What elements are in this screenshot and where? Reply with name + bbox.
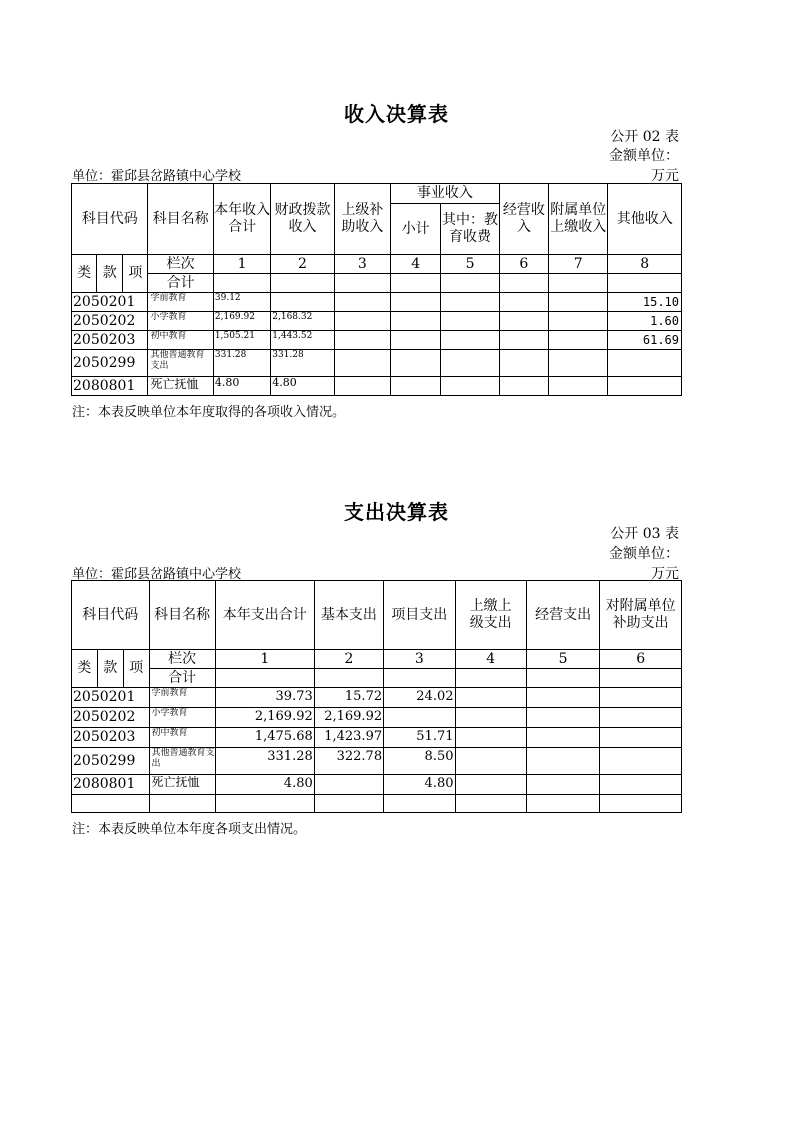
income-header-affiliated: 附属单位上缴收入 — [549, 184, 608, 255]
income-header-operating: 经营收入 — [499, 184, 548, 255]
expense-header-kuan: 款 — [97, 650, 124, 688]
expense-col-num: 6 — [600, 650, 682, 669]
expense-header-lei: 类 — [72, 650, 98, 688]
income-col-num: 1 — [213, 255, 270, 274]
expense-table — [71, 580, 682, 813]
expense-row-total: 39.73 — [215, 688, 314, 708]
income-row-other: 1.60 — [608, 312, 682, 331]
expense-header-basic: 基本支出 — [314, 581, 383, 650]
expense-row-basic — [314, 775, 383, 795]
expense-unit-value: 万元 — [651, 566, 679, 582]
expense-org: 单位：霍邱县岔路镇中心学校 — [72, 567, 242, 582]
income-row-fiscal: 4.80 — [271, 377, 334, 396]
income-col-num: 4 — [391, 255, 441, 274]
expense-header-lanci: 栏次 — [149, 650, 215, 669]
expense-col-num: 5 — [526, 650, 599, 669]
income-row-other: 61.69 — [608, 331, 682, 350]
income-header-kuan: 款 — [97, 255, 123, 293]
income-header-code: 科目代码 — [72, 184, 148, 255]
income-col-num: 7 — [549, 255, 608, 274]
expense-title: 支出决算表 — [344, 500, 449, 524]
income-row-name: 死亡抚恤 — [148, 377, 213, 396]
expense-header-operating: 经营支出 — [526, 581, 599, 650]
income-col-num: 6 — [499, 255, 548, 274]
income-header-edu-fee: 其中：教育收费 — [441, 204, 499, 255]
income-header-total: 本年收入合计 — [213, 184, 270, 255]
income-header-name: 科目名称 — [148, 184, 213, 255]
expense-form-no: 公开 03 表 — [610, 526, 679, 542]
income-header-xiang: 项 — [123, 255, 148, 293]
expense-row-code: 2050201 — [72, 688, 150, 708]
income-row-total: 331.28 — [213, 350, 270, 377]
table-row — [72, 331, 682, 350]
table-row — [72, 688, 682, 708]
expense-row-code: 2080801 — [72, 775, 150, 795]
expense-row-total: 4.80 — [215, 775, 314, 795]
table-row — [72, 728, 682, 748]
table-row — [72, 708, 682, 728]
expense-col-num: 2 — [314, 650, 383, 669]
income-header-heji: 合计 — [148, 274, 213, 293]
income-row-other: 15.10 — [608, 293, 682, 312]
income-row-fiscal: 1,443.52 — [271, 331, 334, 350]
table-row — [72, 350, 682, 377]
table-row — [72, 775, 682, 795]
expense-header-heji: 合计 — [149, 669, 215, 688]
expense-header-name: 科目名称 — [149, 581, 215, 650]
expense-row-name: 小学教育 — [149, 708, 215, 728]
expense-row-name: 其他普通教育支出 — [149, 748, 215, 775]
income-row-other — [608, 350, 682, 377]
income-unit-value: 万元 — [651, 168, 679, 184]
income-row-total: 39.12 — [213, 293, 270, 312]
expense-col-num: 3 — [384, 650, 455, 669]
income-row-other — [608, 377, 682, 396]
income-row-code: 2050201 — [72, 293, 148, 312]
income-header-fiscal: 财政拨款收入 — [271, 184, 334, 255]
table-row — [72, 748, 682, 775]
expense-row-total: 331.28 — [215, 748, 314, 775]
expense-row-total: 2,169.92 — [215, 708, 314, 728]
expense-row-code: 2050203 — [72, 728, 150, 748]
expense-row-project: 4.80 — [384, 775, 455, 795]
table-row — [72, 312, 682, 331]
table-row — [72, 795, 682, 813]
expense-row-code: 2050299 — [72, 748, 150, 775]
expense-header-subsidy: 对附属单位补助支出 — [600, 581, 682, 650]
expense-row-code: 2050202 — [72, 708, 150, 728]
expense-row-project: 51.71 — [384, 728, 455, 748]
expense-row-basic: 15.72 — [314, 688, 383, 708]
expense-header-xiang: 项 — [124, 650, 150, 688]
income-row-total: 1,505.21 — [213, 331, 270, 350]
income-col-num: 8 — [608, 255, 682, 274]
expense-row-basic: 2,169.92 — [314, 708, 383, 728]
expense-header-total: 本年支出合计 — [215, 581, 314, 650]
expense-row-basic: 1,423.97 — [314, 728, 383, 748]
income-row-name: 学前教育 — [148, 293, 213, 312]
income-org: 单位：霍邱县岔路镇中心学校 — [72, 169, 242, 184]
expense-note: 注：本表反映单位本年度各项支出情况。 — [72, 822, 307, 837]
income-table — [71, 183, 682, 396]
income-row-name: 初中教育 — [148, 331, 213, 350]
expense-row-project: 24.02 — [384, 688, 455, 708]
income-row-code: 2050202 — [72, 312, 148, 331]
expense-header-upper: 上缴上级支出 — [455, 581, 526, 650]
income-row-fiscal — [271, 293, 334, 312]
income-header-superior: 上级补助收入 — [334, 184, 390, 255]
expense-header-project: 项目支出 — [384, 581, 455, 650]
expense-row-total: 1,475.68 — [215, 728, 314, 748]
income-note: 注：本表反映单位本年度取得的各项收入情况。 — [72, 405, 346, 420]
expense-row-name: 死亡抚恤 — [149, 775, 215, 795]
income-header-lei: 类 — [72, 255, 97, 293]
expense-header-code: 科目代码 — [72, 581, 150, 650]
income-col-num: 3 — [334, 255, 390, 274]
expense-row-name: 学前教育 — [149, 688, 215, 708]
income-row-code: 2080801 — [72, 377, 148, 396]
income-row-name: 小学教育 — [148, 312, 213, 331]
expense-row-project: 8.50 — [384, 748, 455, 775]
expense-row-project — [384, 708, 455, 728]
income-header-lanci: 栏次 — [148, 255, 213, 274]
income-row-total: 2,169.92 — [213, 312, 270, 331]
income-col-num: 5 — [441, 255, 499, 274]
income-title: 收入决算表 — [344, 102, 449, 126]
income-unit-label: 金额单位： — [609, 148, 679, 164]
expense-col-num: 4 — [455, 650, 526, 669]
table-row — [72, 293, 682, 312]
expense-row-basic: 322.78 — [314, 748, 383, 775]
income-row-total: 4.80 — [213, 377, 270, 396]
table-row — [72, 377, 682, 396]
income-form-no: 公开 02 表 — [610, 129, 679, 145]
income-header-subtotal: 小计 — [391, 204, 441, 255]
income-header-other: 其他收入 — [608, 184, 682, 255]
income-row-fiscal: 331.28 — [271, 350, 334, 377]
expense-unit-label: 金额单位： — [609, 546, 679, 562]
income-row-code: 2050203 — [72, 331, 148, 350]
expense-row-name: 初中教育 — [149, 728, 215, 748]
income-col-num: 2 — [271, 255, 334, 274]
income-row-name: 其他普通教育支出 — [148, 350, 213, 377]
income-row-fiscal: 2,168.32 — [271, 312, 334, 331]
income-row-code: 2050299 — [72, 350, 148, 377]
expense-col-num: 1 — [215, 650, 314, 669]
income-header-career: 事业收入 — [391, 184, 500, 204]
